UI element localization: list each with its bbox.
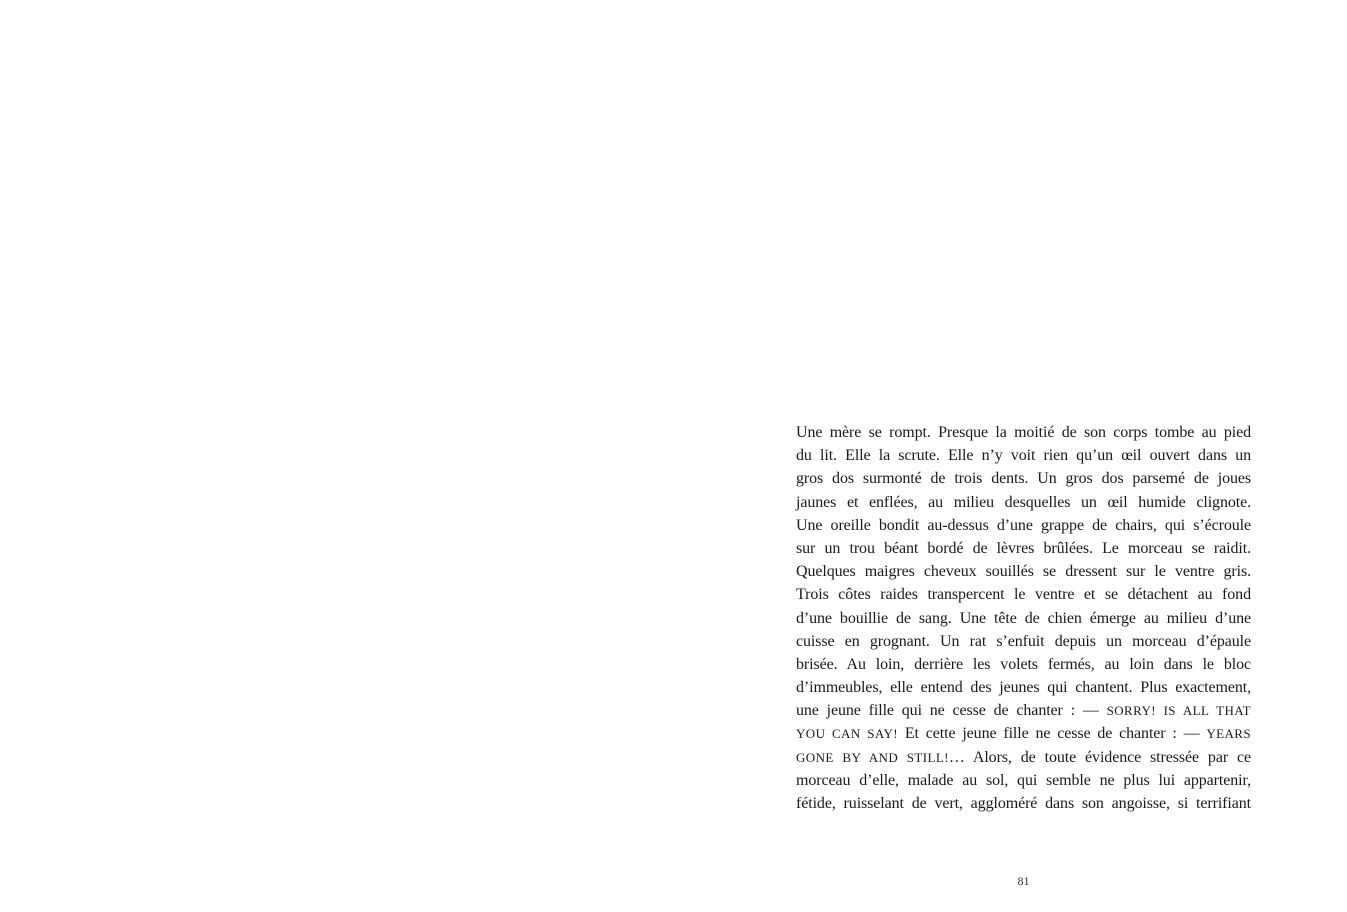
text-line-17: fétide, ruisselant de vert, aggloméré dans son angoisse, si terrifiant (796, 795, 1251, 812)
left-page-blank (0, 0, 673, 912)
text-line-6: sur un trou béant bordé de lèvres brûlées. Le morceau se raidit. (796, 539, 1251, 557)
text-line-14 (796, 722, 1251, 745)
text-line-9: d’une bouillie de sang. Une tête de chien émerge au milieu d’une (796, 609, 1251, 627)
text-line-13 (796, 699, 1251, 722)
song-lyric-2-end: GONE BY AND STILL! (796, 749, 949, 765)
text-line-1: Une mère se rompt. Presque la moitié de son corps tombe au pied (796, 424, 1251, 441)
text-line-8: Trois côtes raides transpercent le ventre et se détachent au fond (796, 586, 1251, 604)
text-line-16: morceau d’elle, malade au sol, qui semble ne plus lui appartenir, (796, 771, 1251, 789)
text-line-12: d’immeubles, elle entend des jeunes qui chantent. Plus exactement, (796, 679, 1251, 697)
text-line-15 (796, 746, 1251, 769)
text-line-7: Quelques maigres cheveux souillés se dressent sur le ventre gris. (796, 563, 1251, 581)
text-line-5: Une oreille bondit au-dessus d’une grappe de chairs, qui s’écroule (796, 516, 1251, 534)
song-lyric-2: YEARS (1206, 726, 1251, 742)
song-lyric-1-end: YOU CAN SAY! (796, 726, 898, 742)
body-text (796, 421, 1251, 815)
page-number: 81 (1017, 874, 1030, 888)
text-line-2: du lit. Elle la scrute. Elle n’y voit rien qu’un œil ouvert dans un (796, 447, 1251, 465)
song-lyric-1: SORRY! IS ALL THAT (1106, 703, 1251, 719)
text-line-3: gros dos surmonté de trois dents. Un gros dos parsemé de joues (796, 470, 1251, 488)
text-line-4: jaunes et enflées, au milieu desquelles un œil humide clignote. (796, 493, 1251, 511)
text-line-10: cuisse en grognant. Un rat s’enfuit depuis un morceau d’épaule (796, 632, 1251, 650)
line-14-text: Et cette jeune fille ne cesse de chanter : — (898, 725, 1207, 743)
text-line-11: brisée. Au loin, derrière les volets fermés, au loin dans le bloc (796, 655, 1251, 673)
right-page (673, 0, 1347, 912)
line-15-text: … Alors, de toute évidence stressée par ce (948, 748, 1252, 766)
line-13-text: une jeune fille qui ne cesse de chanter : — (796, 702, 1107, 720)
